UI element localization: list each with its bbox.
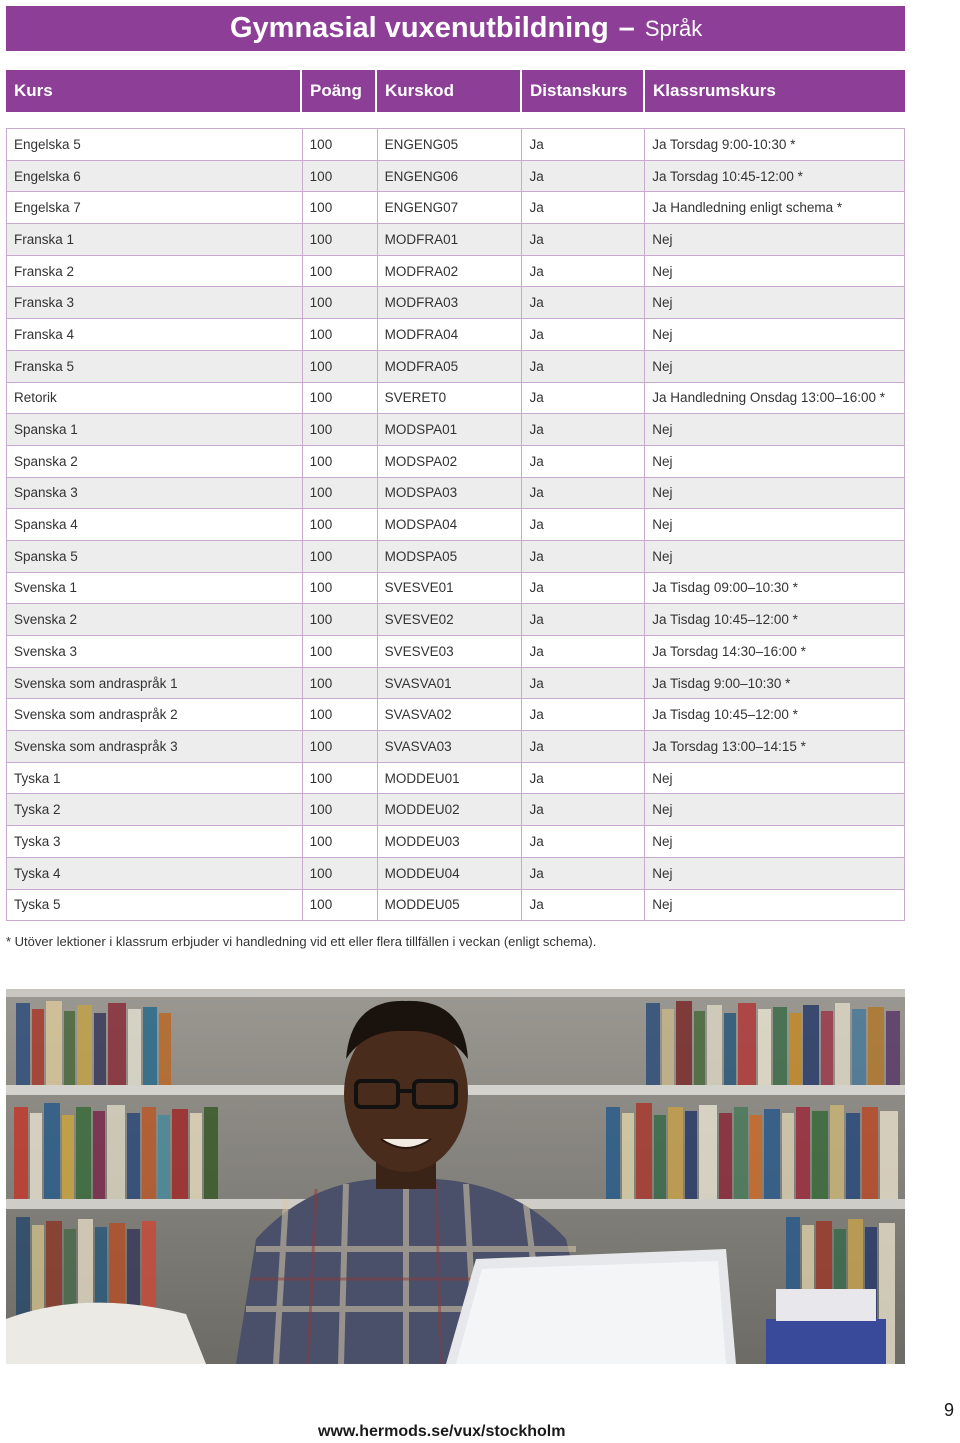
cell-poang: 100: [303, 573, 378, 605]
cell-kurskod: MODDEU02: [378, 794, 523, 826]
cell-kurs: Engelska 5: [7, 129, 303, 161]
cell-kurs: Engelska 7: [7, 192, 303, 224]
cell-kurskod: SVASVA03: [378, 731, 523, 763]
table-row: [7, 890, 905, 922]
cell-klassrumskurs: Ja Torsdag 10:45-12:00 *: [645, 161, 905, 193]
cell-poang: 100: [303, 129, 378, 161]
cell-kurs: Tyska 2: [7, 794, 303, 826]
table-row: [7, 478, 905, 510]
cell-klassrumskurs: Ja Handledning enligt schema *: [645, 192, 905, 224]
cell-kurskod: SVESVE03: [378, 636, 523, 668]
table-row: [7, 319, 905, 351]
cell-distanskurs: Ja: [522, 573, 645, 605]
cell-kurs: Retorik: [7, 383, 303, 415]
cell-klassrumskurs: Ja Tisdag 10:45–12:00 *: [645, 604, 905, 636]
cell-poang: 100: [303, 319, 378, 351]
cell-kurs: Franska 4: [7, 319, 303, 351]
cell-distanskurs: Ja: [522, 541, 645, 573]
page-title: Gymnasial vuxenutbildning: [230, 12, 609, 44]
table-row: [7, 794, 905, 826]
cell-kurs: Tyska 3: [7, 826, 303, 858]
table-row: [7, 699, 905, 731]
cell-kurskod: SVASVA02: [378, 699, 523, 731]
footer-url[interactable]: www.hermods.se/vux/stockholm: [318, 1423, 566, 1440]
cell-kurskod: MODDEU05: [378, 890, 523, 922]
page-title-bar: [6, 6, 905, 51]
table-row: [7, 858, 905, 890]
cell-kurs: Franska 2: [7, 256, 303, 288]
cell-distanskurs: Ja: [522, 890, 645, 922]
table-row: [7, 192, 905, 224]
cell-klassrumskurs: Ja Tisdag 9:00–10:30 *: [645, 668, 905, 700]
cell-klassrumskurs: Ja Torsdag 13:00–14:15 *: [645, 731, 905, 763]
cell-distanskurs: Ja: [522, 192, 645, 224]
cell-kurs: Spanska 5: [7, 541, 303, 573]
cell-poang: 100: [303, 668, 378, 700]
cell-klassrumskurs: Nej: [645, 541, 905, 573]
cell-distanskurs: Ja: [522, 319, 645, 351]
cell-kurskod: MODSPA01: [378, 414, 523, 446]
cell-kurs: Tyska 5: [7, 890, 303, 922]
cell-distanskurs: Ja: [522, 129, 645, 161]
table-row: [7, 636, 905, 668]
cell-poang: 100: [303, 351, 378, 383]
cell-kurs: Spanska 2: [7, 446, 303, 478]
cell-distanskurs: Ja: [522, 763, 645, 795]
footnote: * Utöver lektioner i klassrum erbjuder vi handledning vid ett eller flera tillfällen i veckan (enligt schema).: [6, 934, 597, 949]
cell-kurs: Svenska som andraspråk 3: [7, 731, 303, 763]
column-header-kurs: Kurs: [6, 70, 302, 112]
cell-poang: 100: [303, 858, 378, 890]
cell-kurskod: MODFRA05: [378, 351, 523, 383]
cell-distanskurs: Ja: [522, 509, 645, 541]
column-header-distanskurs: Distanskurs: [522, 70, 645, 112]
table-row: [7, 541, 905, 573]
cell-klassrumskurs: Nej: [645, 826, 905, 858]
cell-poang: 100: [303, 541, 378, 573]
table-row: [7, 161, 905, 193]
cell-distanskurs: Ja: [522, 478, 645, 510]
cell-klassrumskurs: Nej: [645, 287, 905, 319]
cell-klassrumskurs: Ja Torsdag 9:00-10:30 *: [645, 129, 905, 161]
cell-kurs: Svenska som andraspråk 2: [7, 699, 303, 731]
cell-distanskurs: Ja: [522, 731, 645, 763]
cell-kurs: Svenska 3: [7, 636, 303, 668]
cell-distanskurs: Ja: [522, 858, 645, 890]
cell-kurskod: MODDEU04: [378, 858, 523, 890]
cell-distanskurs: Ja: [522, 161, 645, 193]
cell-kurs: Spanska 4: [7, 509, 303, 541]
table-row: [7, 826, 905, 858]
cell-poang: 100: [303, 636, 378, 668]
cell-distanskurs: Ja: [522, 224, 645, 256]
cell-distanskurs: Ja: [522, 446, 645, 478]
cell-klassrumskurs: Nej: [645, 351, 905, 383]
cell-kurskod: ENGENG05: [378, 129, 523, 161]
cell-poang: 100: [303, 509, 378, 541]
cell-poang: 100: [303, 890, 378, 922]
cell-klassrumskurs: Ja Tisdag 10:45–12:00 *: [645, 699, 905, 731]
cell-poang: 100: [303, 287, 378, 319]
cell-klassrumskurs: Nej: [645, 890, 905, 922]
cell-distanskurs: Ja: [522, 287, 645, 319]
cell-kurskod: MODSPA03: [378, 478, 523, 510]
student-photo: [6, 989, 905, 1364]
cell-kurskod: ENGENG07: [378, 192, 523, 224]
cell-klassrumskurs: Ja Torsdag 14:30–16:00 *: [645, 636, 905, 668]
student-photo-illustration: [6, 989, 905, 1364]
cell-kurs: Engelska 6: [7, 161, 303, 193]
page-subtitle: Språk: [644, 15, 703, 41]
cell-distanskurs: Ja: [522, 256, 645, 288]
table-row: [7, 731, 905, 763]
cell-klassrumskurs: Nej: [645, 763, 905, 795]
cell-klassrumskurs: Nej: [645, 858, 905, 890]
cell-kurs: Franska 1: [7, 224, 303, 256]
cell-kurskod: MODFRA02: [378, 256, 523, 288]
cell-kurskod: MODDEU01: [378, 763, 523, 795]
cell-kurs: Spanska 3: [7, 478, 303, 510]
cell-klassrumskurs: Nej: [645, 256, 905, 288]
cell-kurskod: MODDEU03: [378, 826, 523, 858]
cell-kurskod: SVESVE01: [378, 573, 523, 605]
column-header-poang: Poäng: [302, 70, 377, 112]
table-row: [7, 668, 905, 700]
cell-poang: 100: [303, 604, 378, 636]
cell-kurs: Spanska 1: [7, 414, 303, 446]
table-row: [7, 446, 905, 478]
cell-klassrumskurs: Nej: [645, 509, 905, 541]
cell-kurs: Svenska 1: [7, 573, 303, 605]
cell-kurskod: MODFRA01: [378, 224, 523, 256]
cell-kurs: Franska 5: [7, 351, 303, 383]
cell-distanskurs: Ja: [522, 668, 645, 700]
cell-poang: 100: [303, 731, 378, 763]
cell-poang: 100: [303, 446, 378, 478]
cell-kurs: Svenska 2: [7, 604, 303, 636]
table-row: [7, 509, 905, 541]
cell-distanskurs: Ja: [522, 699, 645, 731]
cell-poang: 100: [303, 763, 378, 795]
cell-kurs: Svenska som andraspråk 1: [7, 668, 303, 700]
cell-klassrumskurs: Nej: [645, 794, 905, 826]
table-row: [7, 256, 905, 288]
cell-poang: 100: [303, 414, 378, 446]
cell-poang: 100: [303, 826, 378, 858]
cell-kurs: Tyska 1: [7, 763, 303, 795]
cell-distanskurs: Ja: [522, 826, 645, 858]
column-header-kurskod: Kurskod: [377, 70, 522, 112]
cell-distanskurs: Ja: [522, 794, 645, 826]
cell-kurs: Franska 3: [7, 287, 303, 319]
cell-klassrumskurs: Ja Tisdag 09:00–10:30 *: [645, 573, 905, 605]
cell-poang: 100: [303, 478, 378, 510]
cell-kurskod: SVERET0: [378, 383, 523, 415]
cell-distanskurs: Ja: [522, 351, 645, 383]
cell-kurskod: MODFRA04: [378, 319, 523, 351]
cell-klassrumskurs: Ja Handledning Onsdag 13:00–16:00 *: [645, 383, 905, 415]
cell-kurskod: MODFRA03: [378, 287, 523, 319]
title-separator: –: [618, 12, 635, 44]
cell-poang: 100: [303, 161, 378, 193]
cell-distanskurs: Ja: [522, 636, 645, 668]
page-number: 9: [944, 1400, 955, 1420]
table-row: [7, 351, 905, 383]
cell-kurskod: MODSPA02: [378, 446, 523, 478]
cell-klassrumskurs: Nej: [645, 414, 905, 446]
column-header-klassrumskurs: Klassrumskurs: [653, 81, 776, 100]
cell-poang: 100: [303, 794, 378, 826]
cell-kurskod: MODSPA05: [378, 541, 523, 573]
cell-poang: 100: [303, 224, 378, 256]
table-row: [7, 287, 905, 319]
cell-poang: 100: [303, 192, 378, 224]
cell-poang: 100: [303, 256, 378, 288]
table-row: [7, 383, 905, 415]
table-row: [7, 573, 905, 605]
cell-klassrumskurs: Nej: [645, 478, 905, 510]
cell-kurskod: SVASVA01: [378, 668, 523, 700]
table-row: [7, 224, 905, 256]
table-row: [7, 763, 905, 795]
cell-kurskod: MODSPA04: [378, 509, 523, 541]
table-row: [7, 129, 905, 161]
table-row: [7, 604, 905, 636]
table-row: [7, 414, 905, 446]
cell-poang: 100: [303, 699, 378, 731]
cell-kurskod: ENGENG06: [378, 161, 523, 193]
cell-klassrumskurs: Nej: [645, 224, 905, 256]
cell-kurskod: SVESVE02: [378, 604, 523, 636]
table-header: [6, 70, 905, 112]
cell-klassrumskurs: Nej: [645, 446, 905, 478]
cell-distanskurs: Ja: [522, 383, 645, 415]
cell-poang: 100: [303, 383, 378, 415]
cell-kurs: Tyska 4: [7, 858, 303, 890]
cell-distanskurs: Ja: [522, 414, 645, 446]
course-table: [6, 128, 905, 921]
cell-klassrumskurs: Nej: [645, 319, 905, 351]
cell-distanskurs: Ja: [522, 604, 645, 636]
